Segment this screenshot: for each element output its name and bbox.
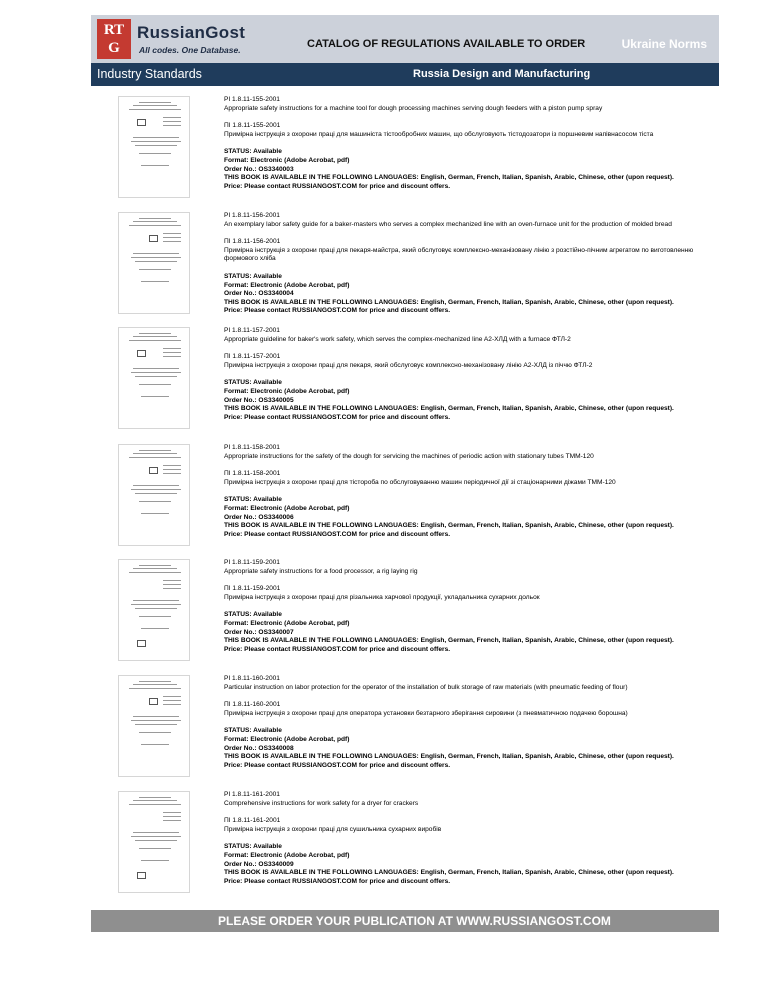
entry-price[interactable]: Price: Please contact RUSSIANGOST.COM for price and discount offers. <box>224 877 451 885</box>
entry-details <box>224 96 704 191</box>
standard-mark-icon <box>137 872 146 879</box>
entry-code-ukrainian: ПІ 1.8.11-161-2001 <box>224 817 281 825</box>
entry-order-number: Order No.: OS3340007 <box>224 628 294 636</box>
section-label: Industry Standards <box>97 67 202 81</box>
document-thumbnail[interactable] <box>118 444 190 546</box>
standard-mark-icon <box>149 698 158 705</box>
entry-code-ukrainian: ПІ 1.8.11-158-2001 <box>224 470 281 478</box>
entry-status: STATUS: Available <box>224 272 282 280</box>
standard-mark-icon <box>149 235 158 242</box>
entry-price[interactable]: Price: Please contact RUSSIANGOST.COM for price and discount offers. <box>224 307 451 315</box>
logo-mark: RT G <box>97 19 131 59</box>
entry-code: PI 1.8.11-156-2001 <box>224 212 280 219</box>
entry-title-english: Appropriate instructions for the safety of the dough for servicing the machines of periodic action with stationary tubes ТММ-120 <box>224 452 594 460</box>
entry-price[interactable]: Price: Please contact RUSSIANGOST.COM for price and discount offers. <box>224 413 451 421</box>
entry-details <box>224 675 704 770</box>
entry-price[interactable]: Price: Please contact RUSSIANGOST.COM for price and discount offers. <box>224 182 451 190</box>
logo-name: RussianGost <box>137 23 246 42</box>
entry-format: Format: Electronic (Adobe Acrobat, pdf) <box>224 735 350 743</box>
entry-order-number: Order No.: OS3340005 <box>224 396 294 404</box>
entry-order-number: Order No.: OS3340003 <box>224 165 294 173</box>
entry-code: PI 1.8.11-157-2001 <box>224 327 280 334</box>
subsection-label: Russia Design and Manufacturing <box>413 68 591 80</box>
entry-title-english: Appropriate safety instructions for a food processor, a rig laying rig <box>224 567 418 575</box>
standard-mark-icon <box>137 119 146 126</box>
entry-languages: THIS BOOK IS AVAILABLE IN THE FOLLOWING LANGUAGES: English, German, French, Italian, Spanish, Arabic, Chinese, other (upon request). <box>224 522 674 530</box>
order-footer[interactable] <box>91 910 719 932</box>
entry-format: Format: Electronic (Adobe Acrobat, pdf) <box>224 851 350 859</box>
entry-title-ukrainian: Примірна інструкція з охорони праці для машиніста тістообробних машин, що обслуговують тістодозатори із поршневим напівнасосом тіста <box>224 130 654 138</box>
entry-status: STATUS: Available <box>224 611 282 619</box>
russiangost-logo[interactable] <box>97 19 267 59</box>
entry-status: STATUS: Available <box>224 843 282 851</box>
entry-code: PI 1.8.11-159-2001 <box>224 559 280 566</box>
entry-title-english: Appropriate guideline for baker's work safety, which serves the complex-mechanized line A2-ХЛД with a furnace ФТЛ-2 <box>224 335 571 343</box>
entry-format: Format: Electronic (Adobe Acrobat, pdf) <box>224 619 350 627</box>
entry-code-ukrainian: ПІ 1.8.11-156-2001 <box>224 238 281 246</box>
entry-code-ukrainian: ПІ 1.8.11-157-2001 <box>224 353 281 361</box>
logo-tagline: All codes. One Database. <box>139 45 241 55</box>
entry-details <box>224 212 704 316</box>
standard-mark-icon <box>149 467 158 474</box>
entry-code: PI 1.8.11-161-2001 <box>224 791 280 798</box>
entry-languages: THIS BOOK IS AVAILABLE IN THE FOLLOWING LANGUAGES: English, German, French, Italian, Spanish, Arabic, Chinese, other (upon request). <box>224 637 674 645</box>
entry-price[interactable]: Price: Please contact RUSSIANGOST.COM for price and discount offers. <box>224 530 451 538</box>
entry-order-number: Order No.: OS3340008 <box>224 744 294 752</box>
entry-format: Format: Electronic (Adobe Acrobat, pdf) <box>224 504 350 512</box>
document-thumbnail[interactable] <box>118 212 190 314</box>
entry-title-ukrainian: Примірна інструкція з охорони праці для оператора установки безтарного зберігання сировини (з пневматичною подачею борошна) <box>224 709 628 717</box>
entry-title-ukrainian: Примірна інструкція з охорони праці для сушильника сухарних виробів <box>224 825 442 833</box>
entry-title-ukrainian: Примірна інструкція з охорони праці для пекаря, який обслуговує комплексно-механізовану лінію А2-ХЛД із піччю ФТЛ-2 <box>224 361 593 369</box>
document-thumbnail[interactable] <box>118 675 190 777</box>
entry-title-ukrainian: Примірна інструкція з охорони праці для різальника харчової продукції, укладальника сухарних дольок <box>224 593 540 601</box>
entry-code: PI 1.8.11-158-2001 <box>224 444 280 451</box>
footer-text: PLEASE ORDER YOUR PUBLICATION AT WWW.RUSSIANGOST.COM <box>218 914 611 928</box>
entry-order-number: Order No.: OS3340009 <box>224 860 294 868</box>
entry-code: PI 1.8.11-160-2001 <box>224 675 280 682</box>
document-thumbnail[interactable] <box>118 96 190 198</box>
document-thumbnail[interactable] <box>118 327 190 429</box>
entry-languages: THIS BOOK IS AVAILABLE IN THE FOLLOWING LANGUAGES: English, German, French, Italian, Spanish, Arabic, Chinese, other (upon request). <box>224 405 674 413</box>
entry-title-ukrainian: Примірна інструкція з охорони праці для тістороба по обслуговуванню машин періодичної дії зі стаціонарними діжами ТММ-120 <box>224 478 616 486</box>
entry-status: STATUS: Available <box>224 496 282 504</box>
standard-mark-icon <box>137 640 146 647</box>
entry-order-number: Order No.: OS3340006 <box>224 513 294 521</box>
entry-languages: THIS BOOK IS AVAILABLE IN THE FOLLOWING LANGUAGES: English, German, French, Italian, Spanish, Arabic, Chinese, other (upon request). <box>224 869 674 877</box>
entry-format: Format: Electronic (Adobe Acrobat, pdf) <box>224 156 350 164</box>
entry-code-ukrainian: ПІ 1.8.11-159-2001 <box>224 585 281 593</box>
entry-languages: THIS BOOK IS AVAILABLE IN THE FOLLOWING LANGUAGES: English, German, French, Italian, Spanish, Arabic, Chinese, other (upon request). <box>224 753 674 761</box>
entry-title-english: Particular instruction on labor protection for the operator of the installation of bulk storage of raw materials (with pneumatic feeding of flour) <box>224 683 628 691</box>
entry-price[interactable]: Price: Please contact RUSSIANGOST.COM for price and discount offers. <box>224 645 451 653</box>
entry-languages: THIS BOOK IS AVAILABLE IN THE FOLLOWING LANGUAGES: English, German, French, Italian, Spanish, Arabic, Chinese, other (upon request). <box>224 298 674 306</box>
entry-details <box>224 327 704 422</box>
entry-details <box>224 559 704 654</box>
document-thumbnail[interactable] <box>118 559 190 661</box>
entry-format: Format: Electronic (Adobe Acrobat, pdf) <box>224 281 350 289</box>
entry-status: STATUS: Available <box>224 727 282 735</box>
entry-title-english: Comprehensive instructions for work safety for a dryer for crackers <box>224 799 419 807</box>
entry-title-english: Appropriate safety instructions for a machine tool for dough processing machines serving dough feeders with a piston pump spray <box>224 104 603 112</box>
section-bar <box>91 63 719 86</box>
entry-status: STATUS: Available <box>224 379 282 387</box>
entry-order-number: Order No.: OS3340004 <box>224 290 294 298</box>
document-thumbnail[interactable] <box>118 791 190 893</box>
entry-status: STATUS: Available <box>224 148 282 156</box>
catalog-title: CATALOG OF REGULATIONS AVAILABLE TO ORDER <box>307 38 586 50</box>
entry-code-ukrainian: ПІ 1.8.11-155-2001 <box>224 122 281 130</box>
entry-code-ukrainian: ПІ 1.8.11-160-2001 <box>224 701 281 709</box>
entry-format: Format: Electronic (Adobe Acrobat, pdf) <box>224 387 350 395</box>
header-banner <box>91 15 719 63</box>
entry-languages: THIS BOOK IS AVAILABLE IN THE FOLLOWING LANGUAGES: English, German, French, Italian, Spanish, Arabic, Chinese, other (upon request). <box>224 174 674 182</box>
region-label: Ukraine Norms <box>621 37 707 51</box>
standard-mark-icon <box>137 350 146 357</box>
entry-details <box>224 791 704 886</box>
entry-details <box>224 444 704 539</box>
entry-price[interactable]: Price: Please contact RUSSIANGOST.COM for price and discount offers. <box>224 761 451 769</box>
entry-title-ukrainian: Примірна інструкція з охорони праці для пекаря-майстра, який обслуговує комплексно-механізовану лінію з розстійно-пічним агрегатом по виготовленню формового хліба <box>224 246 694 263</box>
entry-code: PI 1.8.11-155-2001 <box>224 96 280 103</box>
entry-title-english: An exemplary labor safety guide for a baker-masters who serves a complex mechanized line with an oven-furnace unit for the production of molded bread <box>224 220 672 228</box>
